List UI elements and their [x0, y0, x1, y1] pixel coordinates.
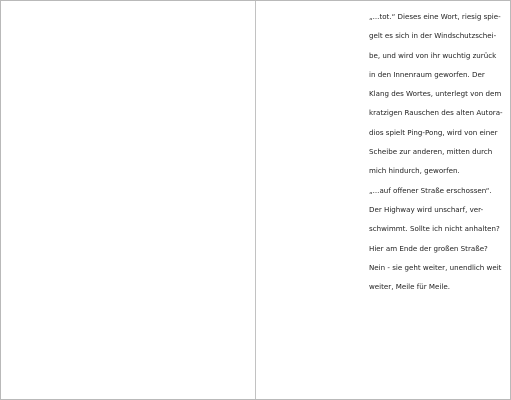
- text-line: be, und wird von ihr wuchtig zurück: [369, 50, 497, 60]
- text-line: „...auf offener Straße erschossen“.: [369, 185, 492, 195]
- text-line: weiter, Meile für Meile.: [369, 282, 450, 292]
- text-line: gelt es sich in der Windschutzschei-: [369, 31, 497, 41]
- right-page: [256, 1, 510, 399]
- text-line: schwimmt. Sollte ich nicht anhalten?: [369, 224, 500, 234]
- text-line: „...tot.“ Dieses eine Wort, riesig spie-: [369, 12, 501, 21]
- text-line: mich hindurch, geworfen.: [369, 166, 460, 176]
- text-line: Der Highway wird unscharf, ver-: [369, 204, 484, 214]
- text-line: in den Innenraum geworfen. Der: [369, 69, 485, 79]
- text-line: Scheibe zur anderen, mitten durch: [369, 147, 493, 157]
- text-line: dios spielt Ping-Pong, wird von einer: [369, 127, 498, 137]
- left-page: [1, 1, 255, 399]
- text-line: Klang des Wortes, unterlegt von dem: [369, 89, 502, 99]
- body-text: [369, 7, 503, 296]
- text-line: kratzigen Rauschen des alten Autora-: [369, 108, 503, 118]
- text-line: Hier am Ende der großen Straße?: [369, 243, 488, 253]
- text-line: Nein - sie geht weiter, unendlich weit: [369, 262, 502, 272]
